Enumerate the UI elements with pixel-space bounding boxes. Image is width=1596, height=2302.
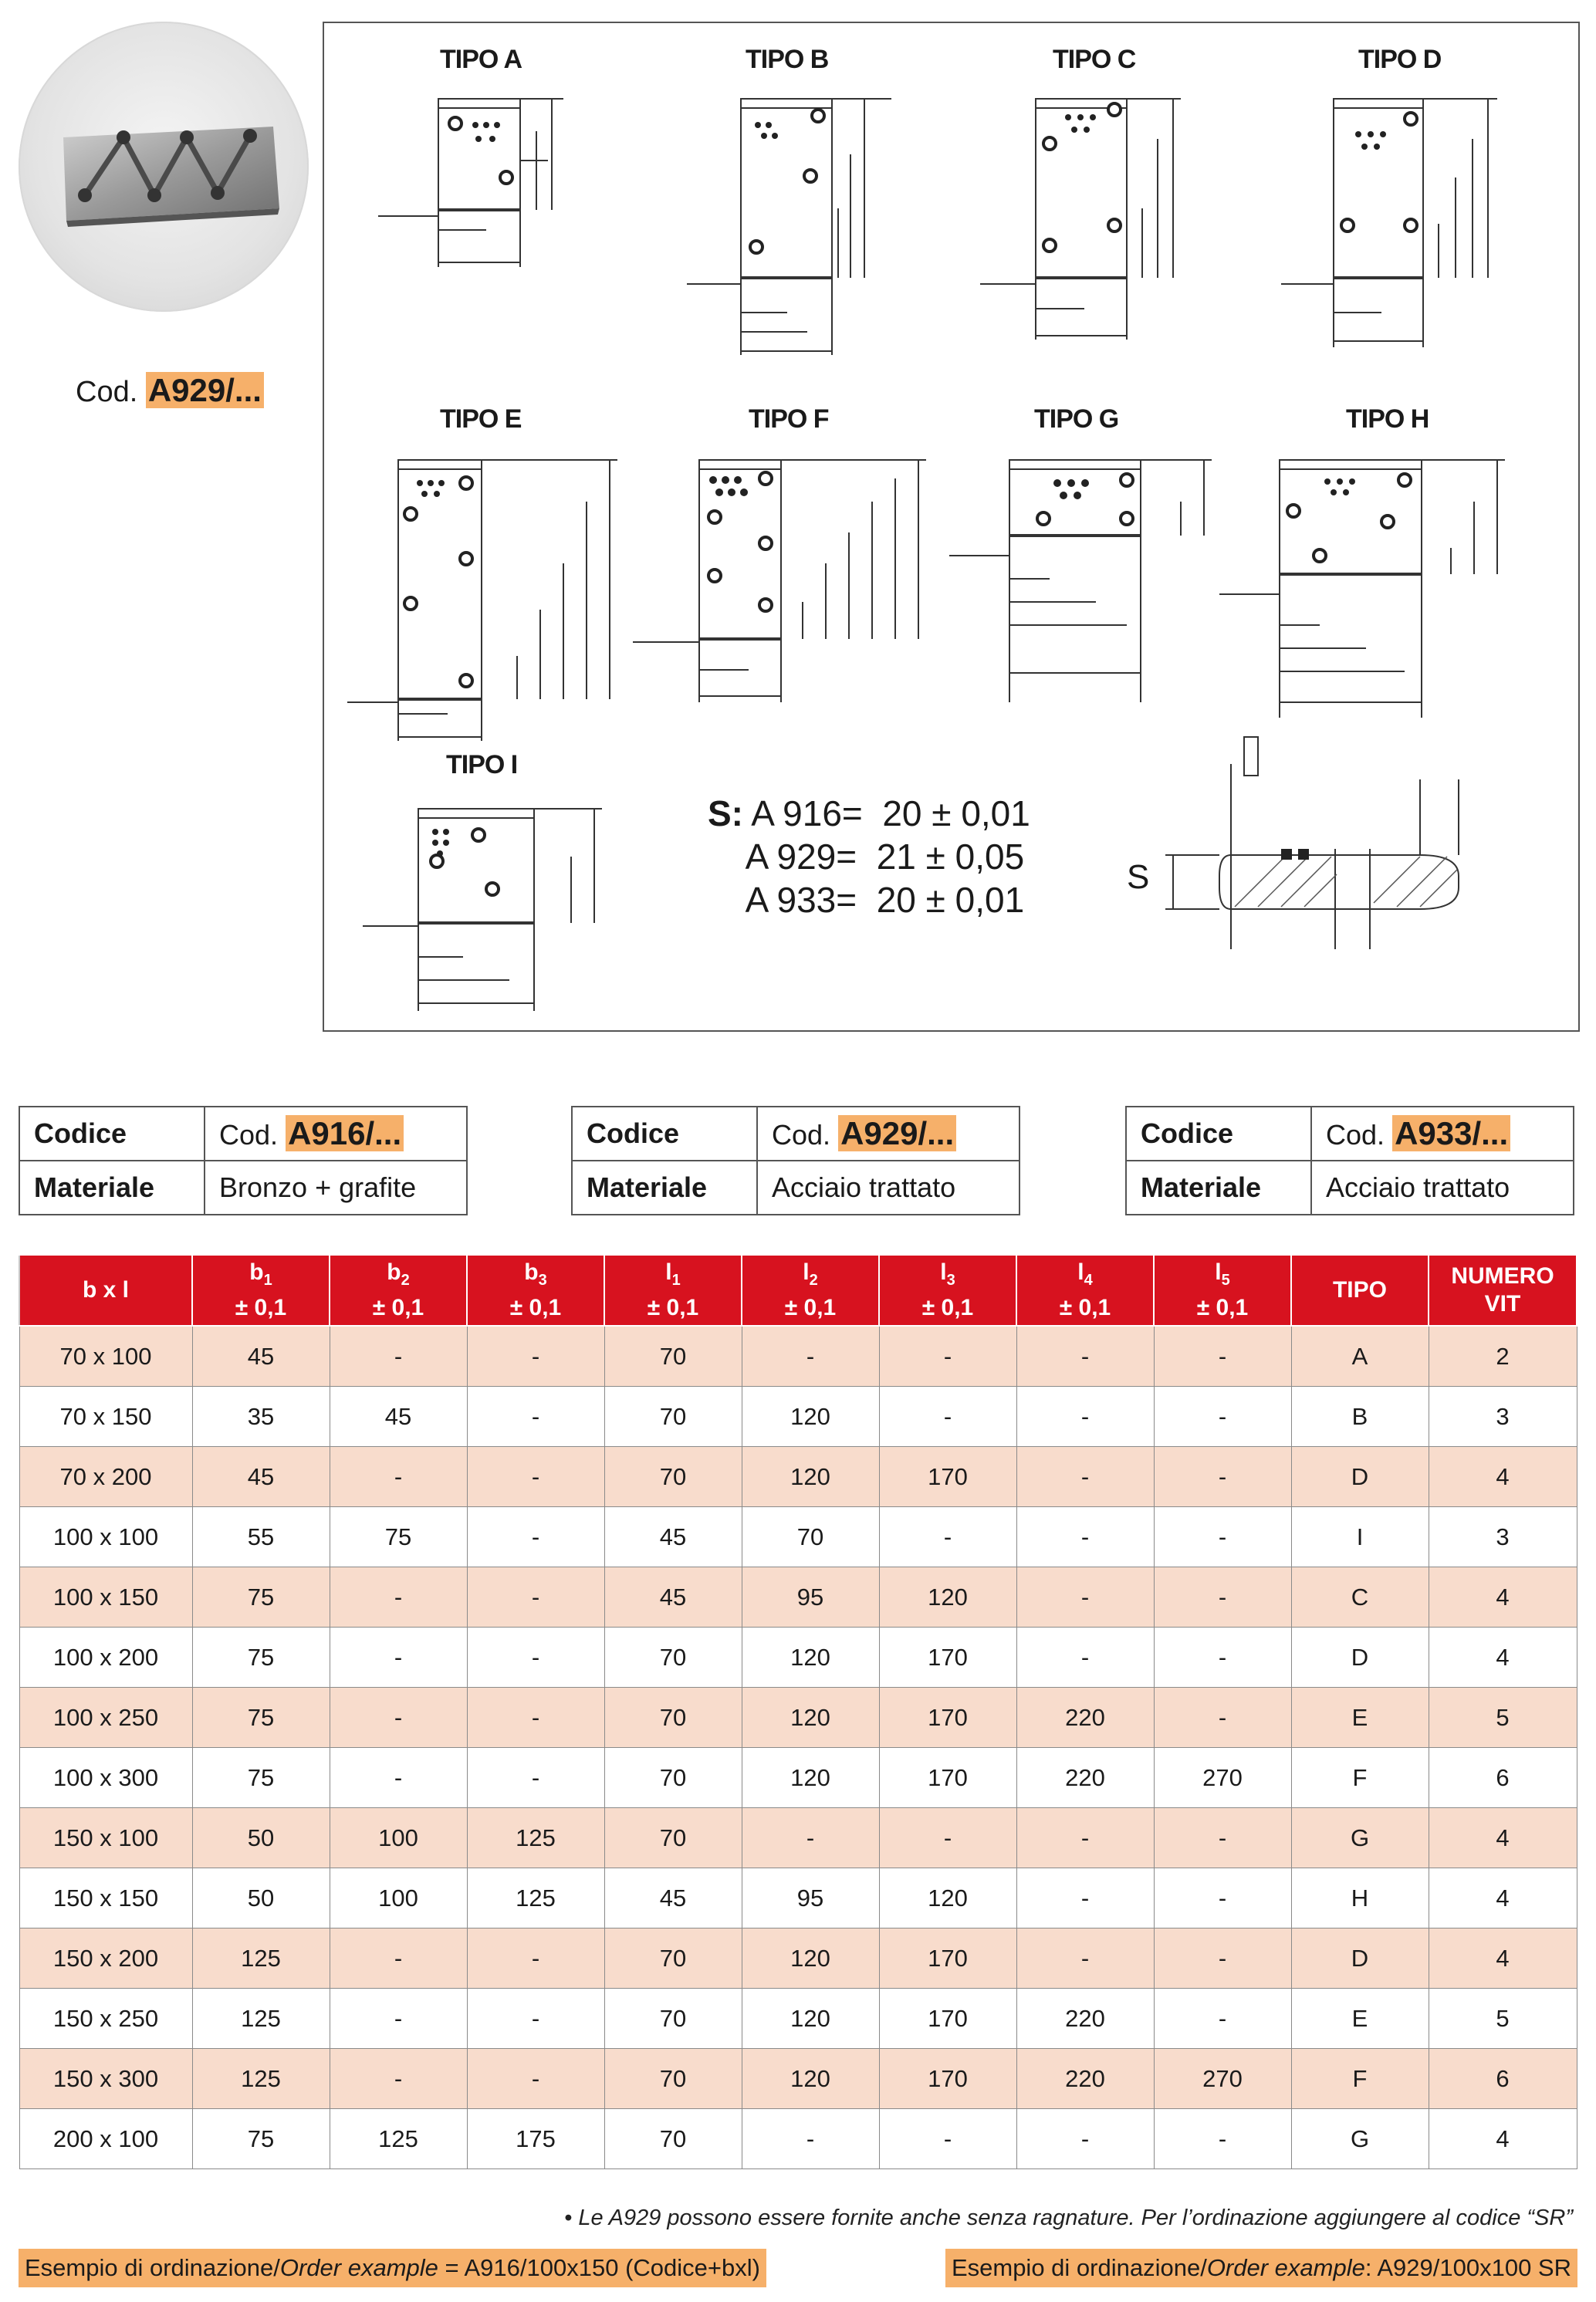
- table-row: [19, 2109, 1577, 2169]
- table-cell: -: [467, 1326, 604, 1387]
- material-table-a929: [571, 1106, 1020, 1215]
- table-cell: 220: [1016, 1688, 1154, 1748]
- table-cell: G: [1291, 2109, 1429, 2169]
- table-cell: 50: [192, 1868, 330, 1928]
- table-cell: -: [1154, 1989, 1291, 2049]
- table-cell: 120: [742, 1447, 879, 1507]
- table-cell: 70 x 200: [19, 1447, 192, 1507]
- table-cell: -: [1016, 1808, 1154, 1868]
- table-cell: 75: [192, 1567, 330, 1628]
- table-cell: -: [1154, 1326, 1291, 1387]
- table-cell: 100 x 100: [19, 1507, 192, 1567]
- s-line-1: A 916= 20 ± 0,01: [751, 793, 1030, 833]
- table-cell: -: [1154, 1808, 1291, 1868]
- table-cell: -: [330, 1928, 467, 1989]
- table-cell: F: [1291, 1748, 1429, 1808]
- table-cell: 120: [742, 1387, 879, 1447]
- tipo-f-label: TIPO F: [749, 404, 829, 434]
- table-cell: -: [1016, 1628, 1154, 1688]
- table-cell: 220: [1016, 1748, 1154, 1808]
- table-cell: -: [467, 1628, 604, 1688]
- table-cell: 170: [879, 1928, 1016, 1989]
- dimensions-table: [19, 1254, 1577, 2169]
- table-cell: 95: [742, 1868, 879, 1928]
- table-cell: -: [742, 1326, 879, 1387]
- table-cell: H: [1291, 1868, 1429, 1928]
- table-cell: 70: [742, 1507, 879, 1567]
- col-numero-vit: NUMERO VIT: [1429, 1255, 1577, 1326]
- table-cell: 70: [604, 1748, 742, 1808]
- table-cell: G: [1291, 1808, 1429, 1868]
- table-cell: 70: [604, 2109, 742, 2169]
- table-cell: 95: [742, 1567, 879, 1628]
- table-row: [19, 1387, 1577, 1447]
- cod-prefix: Cod.: [219, 1119, 279, 1151]
- cod-value: A929/...: [146, 372, 264, 408]
- table-cell: -: [1154, 1387, 1291, 1447]
- table-cell: A: [1291, 1326, 1429, 1387]
- col-l3: $l_3$ ± 0,1: [879, 1255, 1016, 1326]
- table-cell: 4: [1429, 1447, 1577, 1507]
- table-cell: 170: [879, 1628, 1016, 1688]
- table-cell: 75: [192, 1688, 330, 1748]
- table-cell: B: [1291, 1387, 1429, 1447]
- table-cell: 125: [467, 1868, 604, 1928]
- s-line-2: A 929= 21 ± 0,05: [745, 837, 1025, 877]
- table-cell: 120: [742, 2049, 879, 2109]
- table-cell: -: [879, 2109, 1016, 2169]
- table-cell: 70 x 150: [19, 1387, 192, 1447]
- col-l1: $l_1$ ± 0,1: [604, 1255, 742, 1326]
- table-cell: 100 x 250: [19, 1688, 192, 1748]
- table-cell: 2: [1429, 1326, 1577, 1387]
- table-cell: -: [330, 1567, 467, 1628]
- table-row: [19, 1928, 1577, 1989]
- table-cell: 70: [604, 1387, 742, 1447]
- table-cell: 3: [1429, 1507, 1577, 1567]
- cod-prefix: Cod.: [76, 376, 138, 408]
- materiale-key: Materiale: [19, 1161, 205, 1215]
- table-cell: 70: [604, 1447, 742, 1507]
- codice-key: Codice: [1126, 1107, 1311, 1161]
- cod-value: A929/...: [838, 1115, 956, 1151]
- table-cell: 120: [742, 1748, 879, 1808]
- codice-value: [1311, 1107, 1574, 1161]
- table-cell: 70: [604, 1688, 742, 1748]
- table-cell: -: [1154, 1868, 1291, 1928]
- table-cell: 5: [1429, 1688, 1577, 1748]
- table-cell: 45: [192, 1447, 330, 1507]
- table-cell: -: [1016, 1868, 1154, 1928]
- guide-plate-image: [19, 22, 309, 312]
- table-cell: 270: [1154, 1748, 1291, 1808]
- table-cell: -: [1016, 1326, 1154, 1387]
- table-cell: -: [1154, 1447, 1291, 1507]
- materiale-key: Materiale: [1126, 1161, 1311, 1215]
- table-cell: 35: [192, 1387, 330, 1447]
- product-code-label: [76, 372, 264, 409]
- table-cell: 125: [192, 1989, 330, 2049]
- table-cell: 70 x 100: [19, 1326, 192, 1387]
- cod-value: A933/...: [1392, 1115, 1510, 1151]
- table-cell: -: [330, 1628, 467, 1688]
- table-cell: 120: [742, 1989, 879, 2049]
- table-cell: 45: [604, 1567, 742, 1628]
- materiale-value: Acciaio trattato: [757, 1161, 1019, 1215]
- table-row: [19, 1989, 1577, 2049]
- table-cell: E: [1291, 1989, 1429, 2049]
- table-cell: 55: [192, 1507, 330, 1567]
- table-row: [19, 1567, 1577, 1628]
- table-cell: 170: [879, 1447, 1016, 1507]
- table-cell: 170: [879, 1748, 1016, 1808]
- tipo-h-label: TIPO H: [1346, 404, 1429, 434]
- table-cell: 70: [604, 1628, 742, 1688]
- table-cell: 100: [330, 1808, 467, 1868]
- product-photo: [19, 22, 309, 312]
- tipo-a-label: TIPO A: [440, 45, 522, 74]
- table-cell: 150 x 300: [19, 2049, 192, 2109]
- table-cell: 125: [192, 2049, 330, 2109]
- table-cell: 125: [192, 1928, 330, 1989]
- table-cell: -: [1016, 1387, 1154, 1447]
- table-cell: 170: [879, 1989, 1016, 2049]
- table-cell: -: [879, 1808, 1016, 1868]
- table-cell: 120: [742, 1688, 879, 1748]
- table-cell: -: [1016, 1928, 1154, 1989]
- table-cell: 100 x 200: [19, 1628, 192, 1688]
- col-b2: $b_2$ ± 0,1: [330, 1255, 467, 1326]
- table-row: [19, 1507, 1577, 1567]
- table-cell: -: [879, 1326, 1016, 1387]
- col-b1: $b_1$ ± 0,1: [192, 1255, 330, 1326]
- table-cell: 4: [1429, 1808, 1577, 1868]
- table-cell: 170: [879, 1688, 1016, 1748]
- table-cell: 6: [1429, 1748, 1577, 1808]
- table-cell: D: [1291, 1928, 1429, 1989]
- table-cell: 3: [1429, 1387, 1577, 1447]
- table-cell: E: [1291, 1688, 1429, 1748]
- table-cell: 150 x 250: [19, 1989, 192, 2049]
- col-bxl: b x l: [19, 1255, 192, 1326]
- table-cell: -: [330, 1688, 467, 1748]
- order-example-2: Esempio di ordinazione/Order example: A929/100x100 SR: [945, 2249, 1577, 2287]
- table-header-row: [19, 1255, 1577, 1326]
- thickness-spec: [708, 792, 1030, 921]
- table-cell: -: [879, 1507, 1016, 1567]
- table-cell: -: [1016, 2109, 1154, 2169]
- table-cell: -: [330, 1326, 467, 1387]
- table-cell: -: [1016, 1447, 1154, 1507]
- table-cell: -: [467, 1447, 604, 1507]
- table-cell: 4: [1429, 1928, 1577, 1989]
- table-cell: 120: [879, 1868, 1016, 1928]
- table-cell: 4: [1429, 1868, 1577, 1928]
- s-line-3: A 933= 20 ± 0,01: [745, 880, 1025, 920]
- table-cell: 4: [1429, 1628, 1577, 1688]
- table-cell: 120: [879, 1567, 1016, 1628]
- table-cell: 45: [330, 1387, 467, 1447]
- table-cell: -: [467, 1989, 604, 2049]
- table-cell: D: [1291, 1447, 1429, 1507]
- table-row: [19, 1628, 1577, 1688]
- table-cell: F: [1291, 2049, 1429, 2109]
- table-cell: 100: [330, 1868, 467, 1928]
- tipo-c-label: TIPO C: [1053, 45, 1136, 74]
- table-cell: -: [1016, 1567, 1154, 1628]
- col-l5: $l_5$ ± 0,1: [1154, 1255, 1291, 1326]
- table-cell: 50: [192, 1808, 330, 1868]
- table-cell: 4: [1429, 1567, 1577, 1628]
- table-cell: -: [879, 1387, 1016, 1447]
- cod-prefix: Cod.: [772, 1119, 831, 1151]
- table-cell: -: [1154, 2109, 1291, 2169]
- table-cell: 120: [742, 1928, 879, 1989]
- cod-prefix: Cod.: [1326, 1119, 1385, 1151]
- table-cell: 45: [192, 1326, 330, 1387]
- tipo-i-label: TIPO I: [446, 750, 518, 779]
- footer-note: • Le A929 possono essere fornite anche senza ragnature. Per l’ordinazione aggiungere al codice “SR”: [564, 2206, 1573, 2230]
- order-example-1: Esempio di ordinazione/Order example = A916/100x150 (Codice+bxl): [19, 2249, 766, 2287]
- table-cell: 270: [1154, 2049, 1291, 2109]
- table-row: [19, 1688, 1577, 1748]
- table-cell: 200 x 100: [19, 2109, 192, 2169]
- table-cell: 100 x 300: [19, 1748, 192, 1808]
- table-cell: -: [742, 2109, 879, 2169]
- codice-key: Codice: [19, 1107, 205, 1161]
- table-cell: 150 x 200: [19, 1928, 192, 1989]
- technical-drawing-panel: [323, 22, 1580, 1032]
- table-cell: -: [467, 1748, 604, 1808]
- table-row: [19, 2049, 1577, 2109]
- table-cell: -: [467, 1507, 604, 1567]
- table-cell: 150 x 150: [19, 1868, 192, 1928]
- table-cell: -: [330, 1447, 467, 1507]
- table-cell: 70: [604, 1928, 742, 1989]
- col-tipo: TIPO: [1291, 1255, 1429, 1326]
- table-cell: -: [1154, 1507, 1291, 1567]
- table-cell: 70: [604, 1989, 742, 2049]
- table-cell: 75: [192, 1628, 330, 1688]
- table-cell: 170: [879, 2049, 1016, 2109]
- table-cell: 5: [1429, 1989, 1577, 2049]
- table-cell: -: [330, 1748, 467, 1808]
- table-cell: -: [742, 1808, 879, 1868]
- material-table-a933: [1125, 1106, 1574, 1215]
- col-l4: $l_4$ ± 0,1: [1016, 1255, 1154, 1326]
- table-cell: 120: [742, 1628, 879, 1688]
- materiale-value: Acciaio trattato: [1311, 1161, 1574, 1215]
- table-cell: -: [467, 1688, 604, 1748]
- table-cell: -: [467, 1387, 604, 1447]
- table-cell: D: [1291, 1628, 1429, 1688]
- table-cell: 75: [192, 1748, 330, 1808]
- table-cell: 220: [1016, 1989, 1154, 2049]
- codice-value: [205, 1107, 467, 1161]
- col-l2: $l_2$ ± 0,1: [742, 1255, 879, 1326]
- table-cell: -: [330, 2049, 467, 2109]
- table-cell: 4: [1429, 2109, 1577, 2169]
- table-cell: -: [330, 1989, 467, 2049]
- table-cell: 100 x 150: [19, 1567, 192, 1628]
- table-row: [19, 1808, 1577, 1868]
- table-row: [19, 1326, 1577, 1387]
- table-cell: 6: [1429, 2049, 1577, 2109]
- table-row: [19, 1868, 1577, 1928]
- table-cell: -: [467, 2049, 604, 2109]
- table-cell: 125: [467, 1808, 604, 1868]
- table-cell: -: [1154, 1628, 1291, 1688]
- table-cell: 175: [467, 2109, 604, 2169]
- s-label: S:: [708, 793, 743, 833]
- table-cell: -: [467, 1567, 604, 1628]
- section-s-label: S: [1127, 858, 1150, 896]
- table-row: [19, 1447, 1577, 1507]
- codice-value: [757, 1107, 1019, 1161]
- table-cell: 45: [604, 1868, 742, 1928]
- table-cell: -: [467, 1928, 604, 1989]
- materiale-key: Materiale: [572, 1161, 757, 1215]
- tipo-e-label: TIPO E: [440, 404, 522, 434]
- tipo-g-label: TIPO G: [1034, 404, 1119, 434]
- table-cell: -: [1154, 1567, 1291, 1628]
- table-row: [19, 1748, 1577, 1808]
- table-cell: 220: [1016, 2049, 1154, 2109]
- tipo-b-label: TIPO B: [746, 45, 829, 74]
- table-cell: 70: [604, 1808, 742, 1868]
- table-cell: 70: [604, 2049, 742, 2109]
- material-table-a916: [19, 1106, 468, 1215]
- table-cell: 45: [604, 1507, 742, 1567]
- table-cell: 75: [330, 1507, 467, 1567]
- table-cell: I: [1291, 1507, 1429, 1567]
- table-cell: 70: [604, 1326, 742, 1387]
- table-cell: -: [1154, 1928, 1291, 1989]
- cod-value: A916/...: [286, 1115, 404, 1151]
- table-body: [19, 1326, 1577, 2169]
- table-cell: 75: [192, 2109, 330, 2169]
- col-b3: $b_3$ ± 0,1: [467, 1255, 604, 1326]
- table-cell: -: [1154, 1688, 1291, 1748]
- table-cell: C: [1291, 1567, 1429, 1628]
- tipo-d-label: TIPO D: [1358, 45, 1442, 74]
- table-cell: 125: [330, 2109, 467, 2169]
- codice-key: Codice: [572, 1107, 757, 1161]
- table-cell: -: [1016, 1507, 1154, 1567]
- table-cell: 150 x 100: [19, 1808, 192, 1868]
- materiale-value: Bronzo + grafite: [205, 1161, 467, 1215]
